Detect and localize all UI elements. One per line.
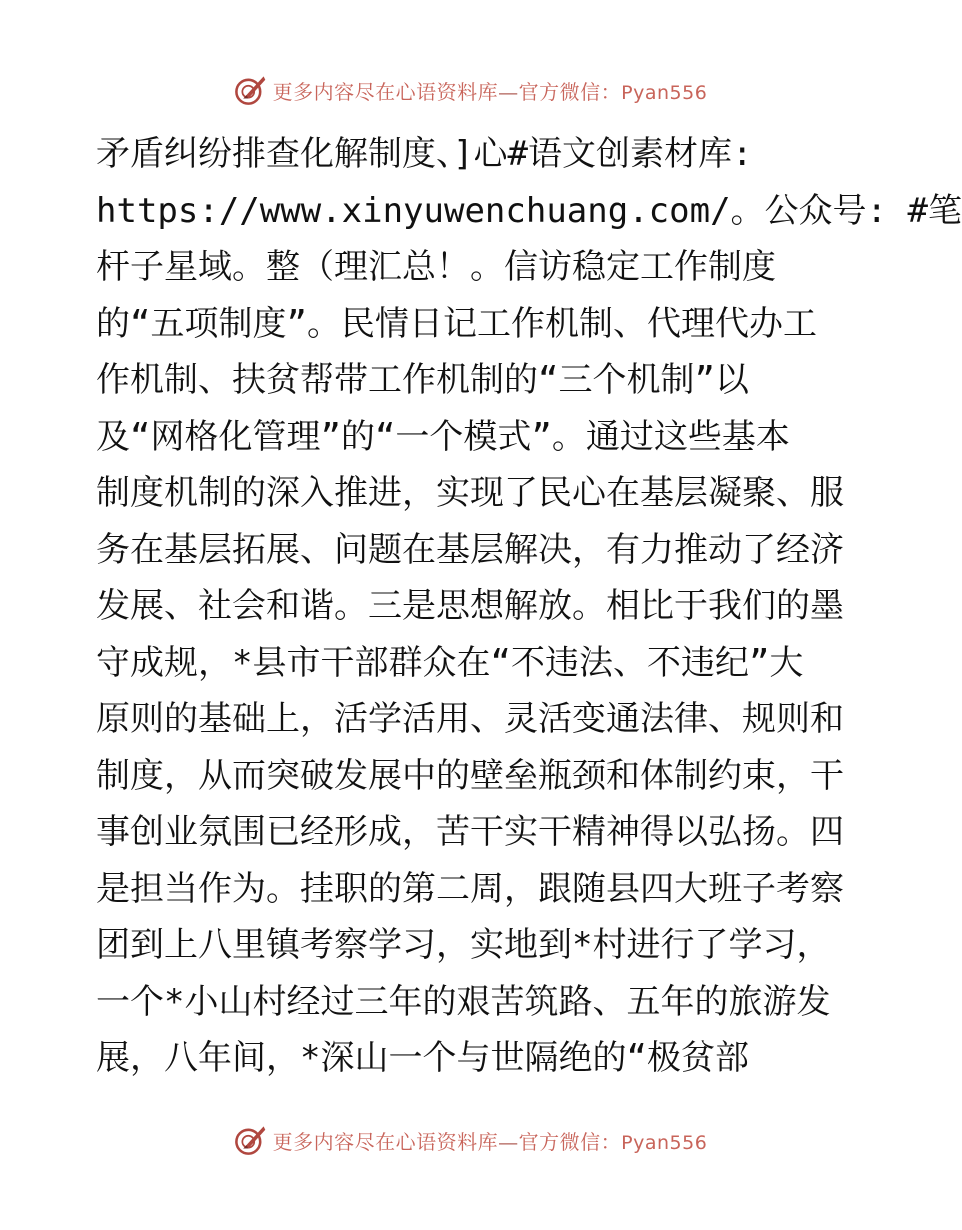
header-banner-wechat-id: Pyan556: [621, 81, 708, 104]
body-line: 一个*小山村经过三年的艰苦筑路、五年的旅游发: [96, 981, 831, 1022]
header-banner-inner: [233, 73, 708, 107]
footer-banner-wechat-id: Pyan556: [621, 1131, 708, 1154]
body-line: 展，八年间，*深山一个与世隔绝的“极贫部: [96, 1038, 749, 1078]
body-line: 是担当作为。挂职的第二周，跟随县四大班子考察: [96, 868, 844, 909]
body-line: 发展、社会和谐。三是思想解放。相比于我们的墨: [96, 586, 844, 626]
body-line: 制度，从而突破发展中的壁垒瓶颈和体制约束，干: [96, 755, 844, 796]
body-line: 务在基层拓展、问题在基层解决，有力推动了经济: [96, 529, 844, 570]
quill-pen-logo-icon: [233, 1123, 267, 1157]
footer-banner-wechat-label: 官方微信：: [518, 1129, 622, 1154]
footer-banner-cn: 更多内容尽在心语资料库: [272, 1129, 499, 1154]
body-line: 制度机制的深入推进，实现了民心在基层凝聚、服: [96, 473, 844, 513]
body-line: 守成规，*县市干部群众在“不违法、不违纪”大: [96, 642, 804, 683]
header-banner: [0, 70, 950, 110]
footer-banner-text: [273, 1126, 708, 1155]
body-line: 的“五项制度”。民情日记工作机制、代理代办工: [96, 303, 817, 344]
footer-banner: [0, 1120, 950, 1160]
quill-pen-logo-icon: [233, 73, 267, 107]
body-line: 团到上八里镇考察学习，实地到*村进行了学习，: [96, 925, 831, 965]
body-line: 事创业氛围已经形成，苦干实干精神得以弘扬。四: [96, 812, 844, 852]
body-line: 及“网格化管理”的“一个模式”。通过这些基本: [96, 416, 790, 457]
body-line: 杆子星域。整（理汇总！。信访稳定工作制度: [96, 247, 776, 287]
header-banner-sep: —: [498, 79, 519, 104]
footer-banner-inner: [233, 1123, 708, 1157]
body-line: 原则的基础上，活学活用、灵活变通法律、规则和: [96, 699, 844, 739]
header-banner-cn: 更多内容尽在心语资料库: [272, 79, 499, 104]
body-line: 矛盾纠纷排查化解制度、]心#语文创素材库:: [96, 134, 753, 174]
body-line: 作机制、扶贫帮带工作机制的“三个机制”以: [96, 360, 749, 400]
document-body: [96, 126, 962, 1087]
header-banner-text: [273, 76, 708, 105]
body-line: https://www.xinyuwenchuang.com/。公众号: #笔: [96, 190, 962, 231]
footer-banner-sep: —: [498, 1129, 519, 1154]
header-banner-wechat-label: 官方微信：: [518, 79, 622, 104]
